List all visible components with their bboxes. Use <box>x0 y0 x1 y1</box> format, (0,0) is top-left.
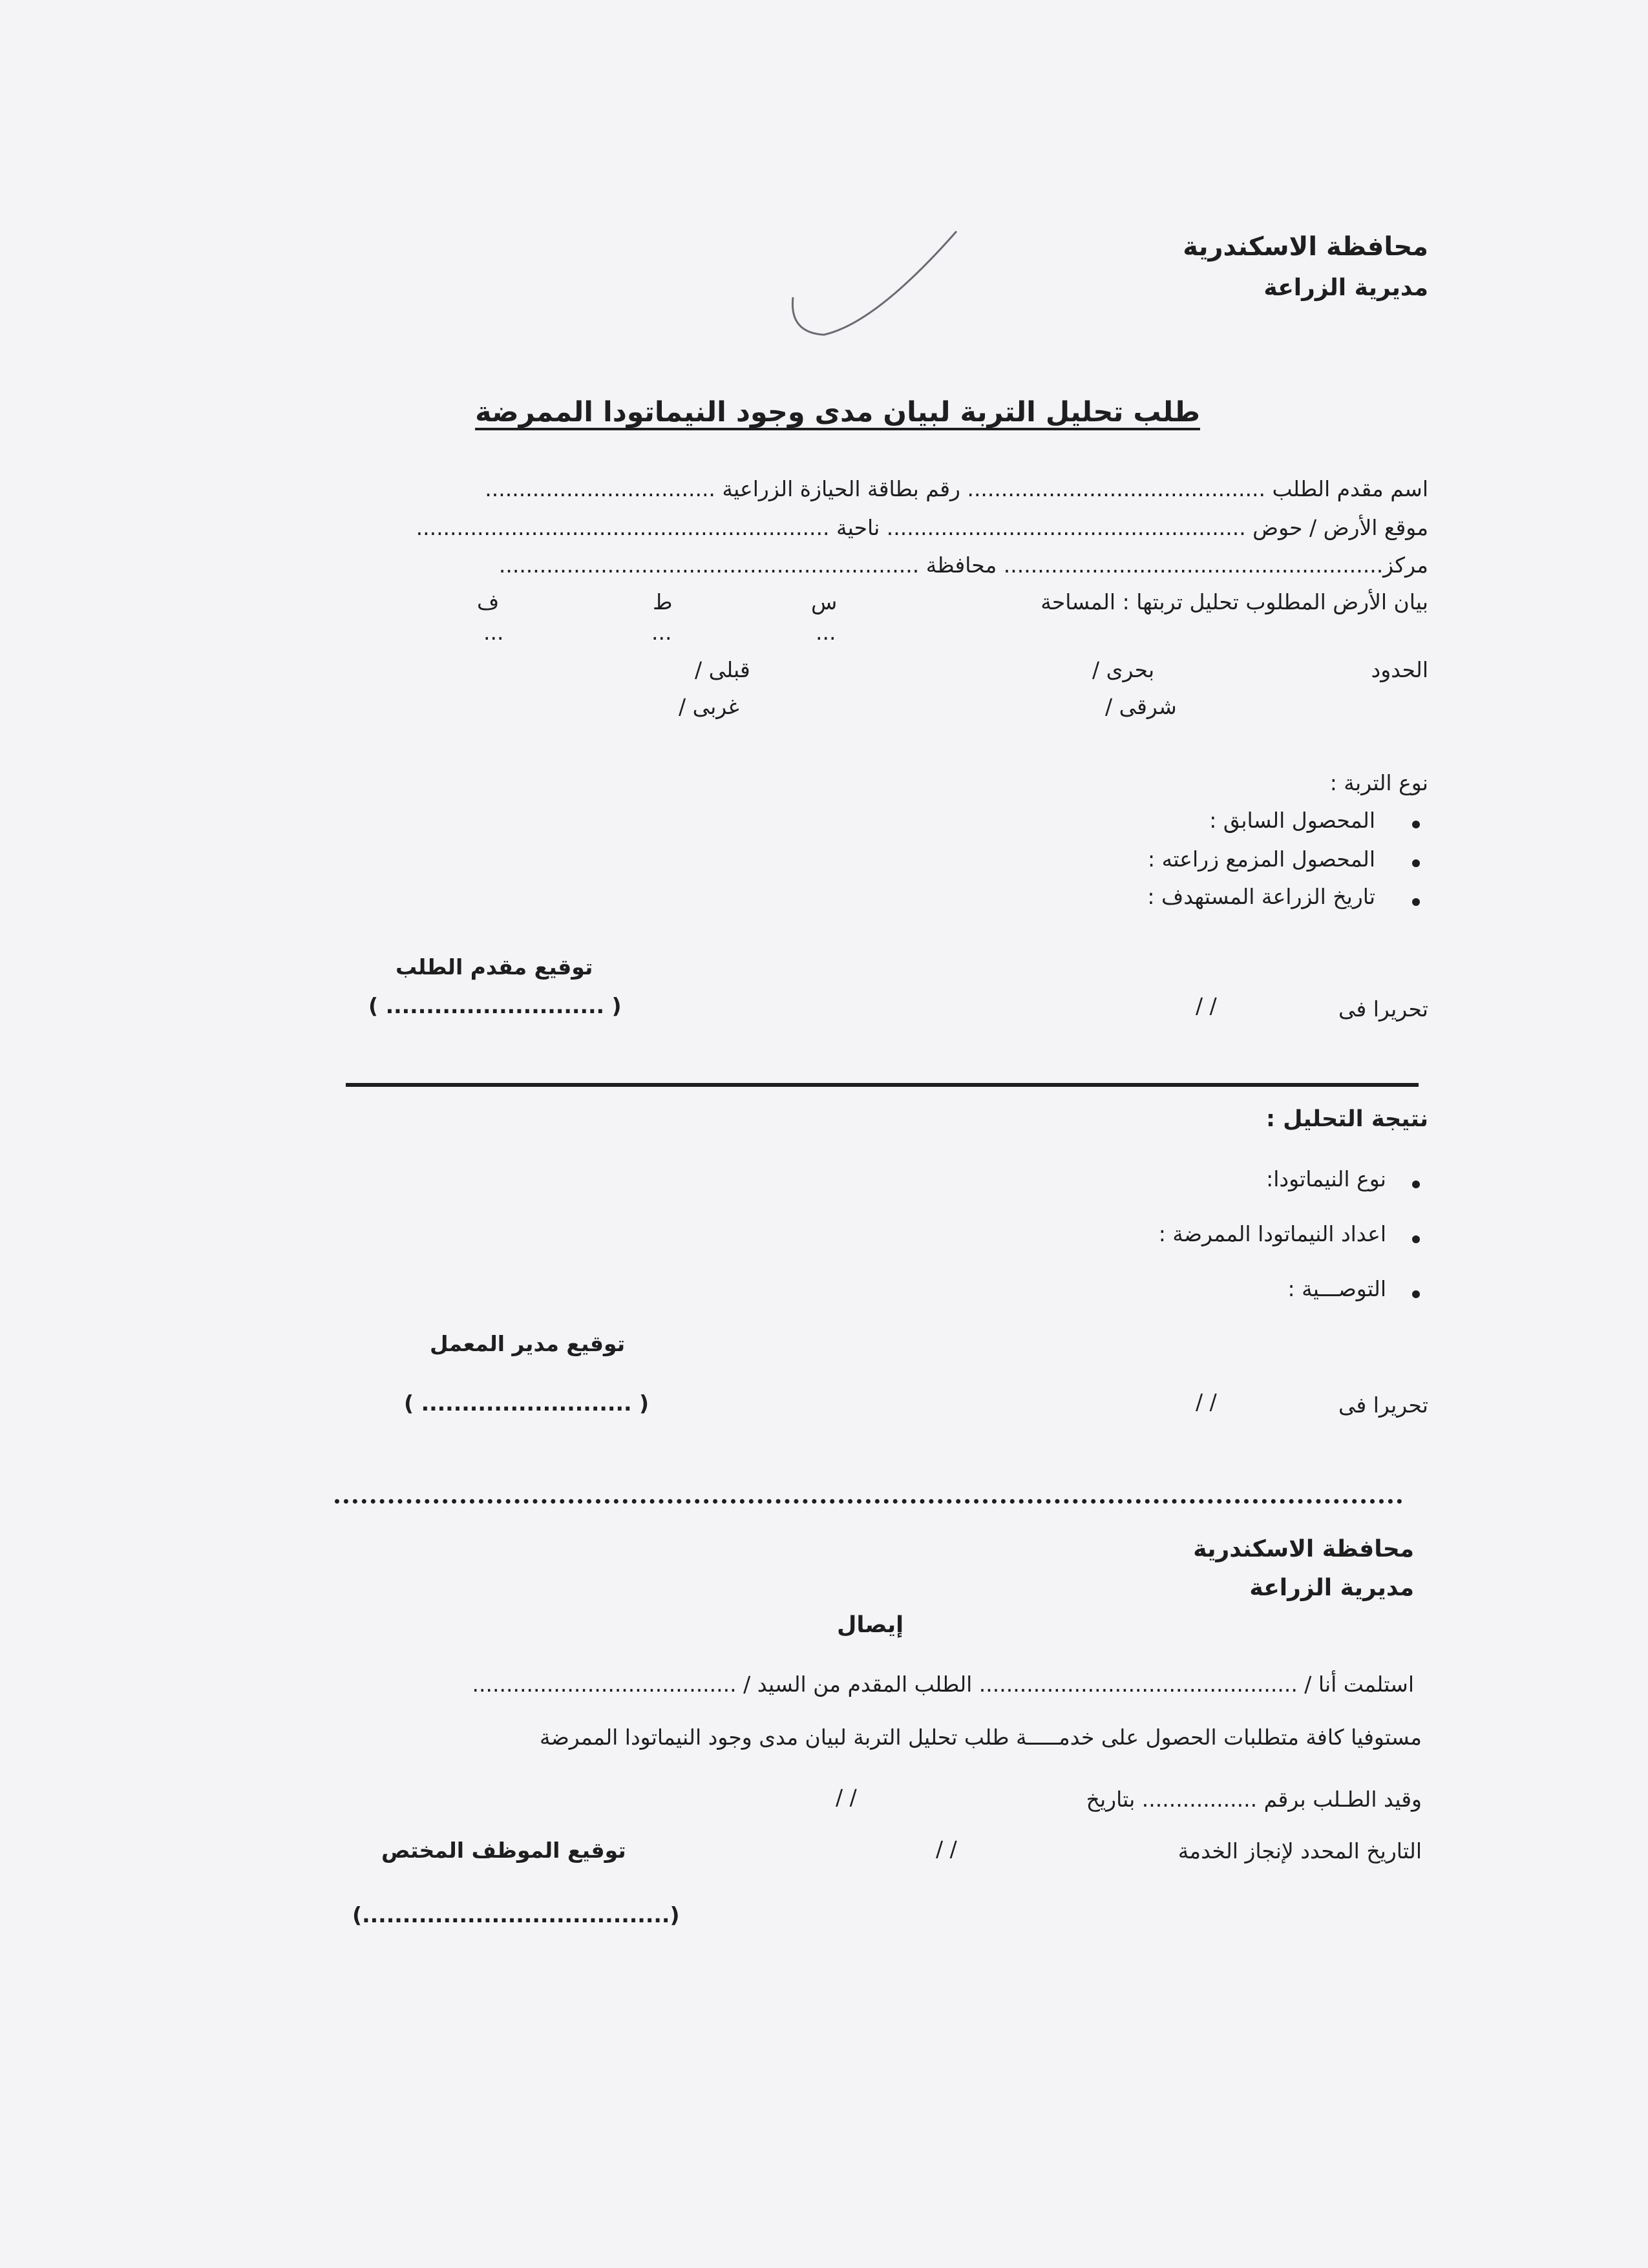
analysis-result-heading: نتيجة التحليل : <box>1266 1106 1428 1132</box>
receipt-directorate: مديرية الزراعة <box>1249 1575 1414 1601</box>
planned-crop[interactable]: المحصول المزمع زراعته : <box>1148 846 1375 872</box>
lab-director-signature-line[interactable]: ( .......................... ) <box>404 1391 650 1416</box>
lab-date-slashes[interactable]: / / <box>1196 1389 1217 1414</box>
cut-line <box>335 1499 1402 1504</box>
service-due-date-label: التاريخ المحدد لإنجاز الخدمة <box>1178 1838 1422 1864</box>
registration-date-slashes[interactable]: / / <box>836 1785 857 1810</box>
receipt-line-complete: مستوفيا كافة متطلبات الحصول على خدمـــــة طلب تحليل التربة لبيان مدى وجود النيماتودا الممرضة <box>540 1725 1422 1750</box>
directorate-heading: مديرية الزراعة <box>1263 275 1428 301</box>
border-south[interactable]: قبلى / <box>695 657 750 682</box>
bullet-icon <box>1412 821 1420 828</box>
area-dots-s[interactable]: ... <box>816 620 836 645</box>
area-dots-f[interactable]: ... <box>483 620 504 645</box>
planting-date[interactable]: تاريخ الزراعة المستهدف : <box>1147 884 1375 909</box>
area-unit-f: ف <box>477 589 500 614</box>
borders-label: الحدود <box>1371 657 1428 682</box>
center-governorate-line[interactable]: مركز........................................................ محافظة .............................................................. <box>498 552 1428 578</box>
applicant-date-label: تحريرا فى <box>1338 996 1428 1022</box>
bullet-icon <box>1412 1290 1420 1298</box>
land-data-line: بيان الأرض المطلوب تحليل تربتها : المساحة <box>1041 589 1428 614</box>
recommendation[interactable]: التوصـــية : <box>1287 1276 1386 1301</box>
applicant-signature-label: توقيع مقدم الطلب <box>396 954 593 980</box>
receipt-line-received[interactable]: استلمت أنا / ............................................... الطلب المقدم من السيد / ....................................... <box>472 1672 1414 1697</box>
receipt-governorate: محافظة الاسكندرية <box>1193 1536 1414 1562</box>
bullet-icon <box>1412 859 1420 867</box>
land-location-line[interactable]: موقع الأرض / حوض ..................................................... ناحية ............................................................. <box>416 515 1428 540</box>
service-due-date-slashes[interactable]: / / <box>936 1836 957 1862</box>
nematode-type[interactable]: نوع النيماتودا: <box>1266 1166 1386 1192</box>
lab-date-label: تحريرا فى <box>1338 1392 1428 1418</box>
applicant-signature-line[interactable]: ( ........................... ) <box>368 993 622 1018</box>
area-dots-t[interactable]: ... <box>651 620 672 645</box>
border-east[interactable]: شرقى / <box>1105 694 1177 719</box>
applicant-name-line[interactable]: اسم مقدم الطلب ............................................ رقم بطاقة الحيازة الزراعية .................................. <box>485 476 1428 501</box>
bullet-icon <box>1412 1181 1420 1188</box>
bullet-icon <box>1412 898 1420 906</box>
soil-type-label[interactable]: نوع التربة : <box>1329 770 1428 795</box>
lab-director-signature-label: توقيع مدير المعمل <box>430 1331 626 1356</box>
form-title: طلب تحليل التربة لبيان مدى وجود النيماتودا الممرضة <box>475 396 1200 428</box>
nematode-count[interactable]: اعداد النيماتودا الممرضة : <box>1158 1221 1386 1246</box>
employee-signature-line[interactable]: (......................................) <box>352 1902 680 1927</box>
receipt-line-registration[interactable]: وقيد الطـلب برقم ................. بتاريخ <box>1086 1787 1422 1812</box>
employee-signature-label: توقيع الموظف المختص <box>381 1838 626 1863</box>
check-mark-icon <box>785 226 966 342</box>
border-north[interactable]: بحرى / <box>1092 657 1155 682</box>
receipt-title: إيصال <box>837 1612 904 1638</box>
border-west[interactable]: غربى / <box>679 694 739 719</box>
applicant-date-slashes[interactable]: / / <box>1196 993 1217 1018</box>
section-divider <box>346 1083 1419 1087</box>
previous-crop[interactable]: المحصول السابق : <box>1209 808 1375 833</box>
bullet-icon <box>1412 1235 1420 1243</box>
area-unit-s: س <box>811 589 838 614</box>
governorate-heading: محافظة الاسكندرية <box>1183 232 1428 262</box>
area-unit-t: ط <box>653 589 673 614</box>
